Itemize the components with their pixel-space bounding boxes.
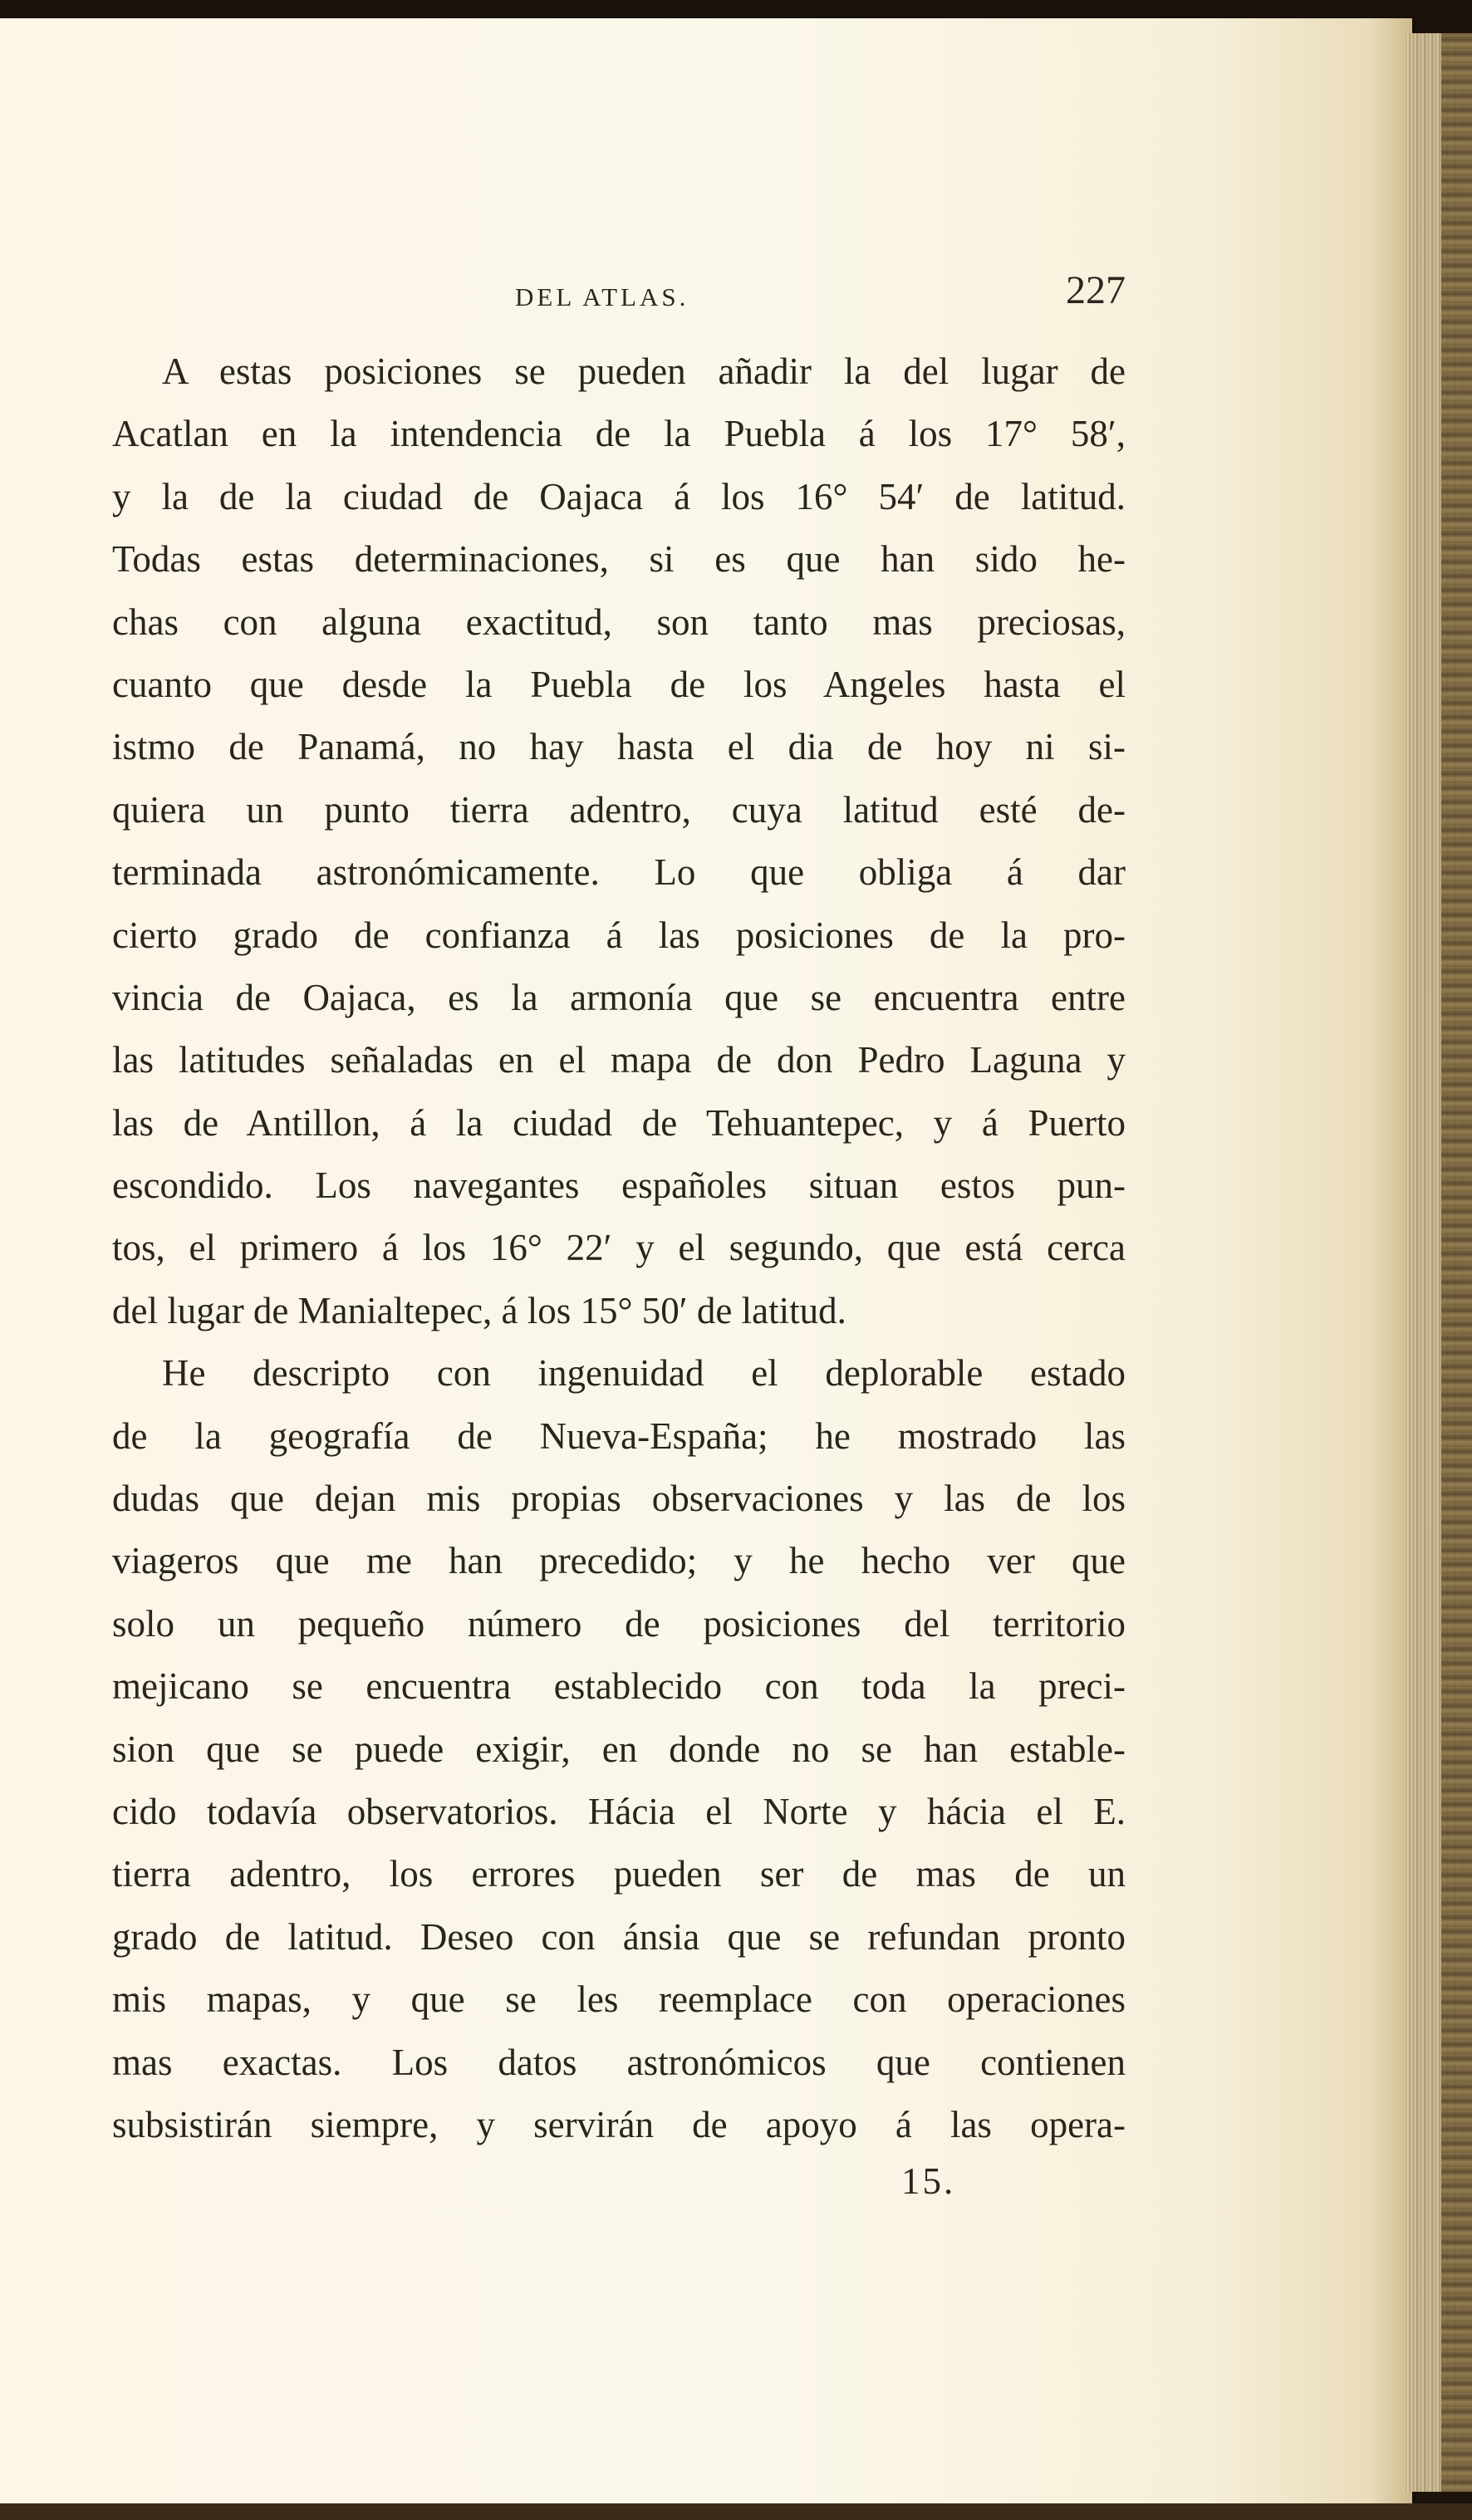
text-line: tierra adentro, los errores pueden ser de mas de un [112,1853,1126,1895]
text-line: terminada astronómicamente. Lo que obliga á dar [112,851,1126,894]
text-line: mis mapas, y que se les reemplace con operaciones [112,1978,1126,2021]
scan-border [0,2503,1472,2520]
text-line: sion que se puede exigir, en donde no se han estable- [112,1728,1126,1770]
text-line: grado de latitud. Deseo con ánsia que se refundan pronto [112,1915,1126,1958]
text-line: Todas estas determinaciones, si es que han sido he- [112,538,1126,581]
signature-mark: 15. [901,2160,956,2202]
text-line: cierto grado de confianza á las posiciones de la pro- [112,914,1126,956]
body-text [112,341,1126,2156]
text-line: A estas posiciones se pueden añadir la del lugar de [162,351,1126,392]
text-line: cuanto que desde la Puebla de los Angeles hasta el [112,663,1126,705]
text-line: chas con alguna exactitud, son tanto mas preciosas, [112,601,1126,643]
text-line: de la geografía de Nueva-España; he mostrado las [112,1414,1126,1457]
paragraph [112,341,1126,1342]
text-line: dudas que dejan mis propias observaciones y las de los [112,1478,1126,1520]
running-head-title: DEL ATLAS. [515,282,689,311]
text-line: las de Antillon, á la ciudad de Tehuantepec, y á Puerto [112,1101,1126,1144]
text-line: las latitudes señaladas en el mapa de don Pedro Laguna y [112,1039,1126,1081]
text-line: y la de la ciudad de Oajaca á los 16° 54′ de latitud. [112,475,1126,517]
text-line: vincia de Oajaca, es la armonía que se encuentra entre [112,976,1126,1018]
text-line: tos, el primero á los 16° 22′ y el segundo, que está cerca [112,1227,1126,1269]
text-line: mas exactas. Los datos astronómicos que contienen [112,2041,1126,2083]
page-number: 227 [1066,268,1126,312]
text-line: solo un pequeño número de posiciones del territorio [112,1602,1126,1645]
text-line: cido todavía observatorios. Hácia el Norte y hácia el E. [112,1790,1126,1832]
text-line: Acatlan en la intendencia de la Puebla á los 17° 58′, [112,413,1126,455]
text-line: escondido. Los navegantes españoles situan estos pun- [112,1164,1126,1207]
text-line: quiera un punto tierra adentro, cuya latitud esté de- [112,788,1126,831]
paragraph [112,1342,1126,2156]
text-line: mejicano se encuentra establecido con toda la preci- [112,1665,1126,1708]
book-spine-edge [1441,33,1472,2492]
text-line: viageros que me han precedido; y he hecho ver que [112,1540,1126,1582]
text-line: He descripto con ingenuidad el deplorable estado [162,1352,1126,1395]
text-line: istmo de Panamá, no hay hasta el dia de hoy ni si- [112,726,1126,768]
text-line: del lugar de Manialtepec, á los 15° 50′ de latitud. [112,1289,846,1331]
running-head [116,267,1126,326]
text-line: subsistirán siempre, y servirán de apoyo á las opera- [112,2103,1126,2145]
